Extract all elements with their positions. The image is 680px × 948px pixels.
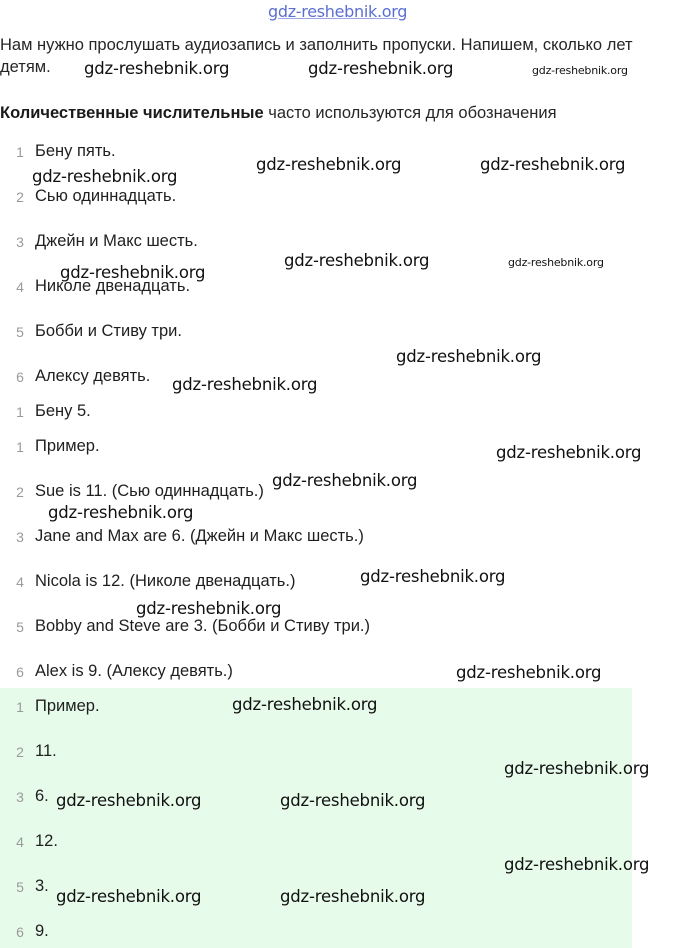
- item-number: 6: [16, 369, 24, 385]
- item-text: Бобби и Стиву три.: [35, 322, 182, 340]
- item-text: Бену пять.: [35, 142, 116, 160]
- watermark: gdz-reshebnik.org: [508, 256, 604, 269]
- term-sentence: [0, 104, 557, 123]
- item-number: 1: [16, 699, 24, 715]
- watermark: gdz-reshebnik.org: [360, 567, 506, 586]
- watermark: gdz-reshebnik.org: [48, 503, 194, 522]
- watermark: gdz-reshebnik.org: [256, 155, 402, 174]
- item-number: 3: [16, 234, 24, 250]
- answer-box: [0, 688, 632, 948]
- term-bold: Количественные числительные: [0, 104, 264, 122]
- watermark: gdz-reshebnik.org: [32, 167, 178, 186]
- watermark: gdz-reshebnik.org: [504, 855, 650, 874]
- item-text: Бену 5.: [35, 402, 91, 420]
- item-text: Alex is 9. (Алексу девять.): [35, 662, 233, 680]
- item-number: 1: [16, 439, 24, 455]
- intro-paragraph: Нам нужно прослушать аудиозапись и заполнить пропуски. Напишем, сколько лет детям.: [0, 36, 633, 76]
- item-number: 2: [16, 744, 24, 760]
- item-text: Пример.: [35, 437, 100, 455]
- item-number: 6: [16, 924, 24, 940]
- item-text: Сью одиннадцать.: [35, 187, 177, 205]
- item-number: 5: [16, 324, 24, 340]
- item-text: Sue is 11. (Сью одиннадцать.): [35, 482, 264, 500]
- item-number: 1: [16, 404, 24, 420]
- watermark: gdz-reshebnik.org: [232, 695, 378, 714]
- watermark: gdz-reshebnik.org: [532, 64, 628, 77]
- watermark: gdz-reshebnik.org: [56, 887, 202, 906]
- watermark: gdz-reshebnik.org: [84, 59, 230, 78]
- watermark: gdz-reshebnik.org: [480, 155, 626, 174]
- watermark: gdz-reshebnik.org: [60, 263, 206, 282]
- item-number: 2: [16, 484, 24, 500]
- item-number: 5: [16, 619, 24, 635]
- watermark: gdz-reshebnik.org: [280, 791, 426, 810]
- item-text: 3.: [35, 877, 49, 895]
- watermark: gdz-reshebnik.org: [56, 791, 202, 810]
- item-text: 11.: [35, 742, 57, 760]
- item-number: 1: [16, 144, 24, 160]
- watermark: gdz-reshebnik.org: [272, 471, 418, 490]
- watermark: gdz-reshebnik.org: [456, 663, 602, 682]
- item-text: Nicola is 12. (Николе двенадцать.): [35, 572, 296, 590]
- item-text: Джейн и Макс шесть.: [35, 232, 198, 250]
- item-number: 3: [16, 789, 24, 805]
- header-site-link[interactable]: gdz-reshebnik.org: [268, 2, 408, 21]
- watermark: gdz-reshebnik.org: [172, 375, 318, 394]
- item-text: 6.: [35, 787, 49, 805]
- item-text: 12.: [35, 832, 58, 850]
- item-number: 6: [16, 664, 24, 680]
- item-text: Алексу девять.: [35, 367, 151, 385]
- item-text: Bobby and Steve are 3. (Бобби и Стиву три.): [35, 617, 370, 635]
- item-text: 9.: [35, 922, 49, 940]
- item-number: 2: [16, 189, 24, 205]
- watermark: gdz-reshebnik.org: [504, 759, 650, 778]
- watermark: gdz-reshebnik.org: [496, 443, 642, 462]
- item-number: 4: [16, 834, 24, 850]
- item-number: 4: [16, 574, 24, 590]
- item-text: Пример.: [35, 697, 100, 715]
- term-rest: часто используются для обозначения: [263, 104, 557, 122]
- item-number: 3: [16, 529, 24, 545]
- item-text: Николе двенадцать.: [35, 277, 191, 295]
- item-number: 5: [16, 879, 24, 895]
- item-number: 4: [16, 279, 24, 295]
- item-text: Jane and Max are 6. (Джейн и Макс шесть.): [35, 527, 364, 545]
- watermark: gdz-reshebnik.org: [396, 347, 542, 366]
- watermark: gdz-reshebnik.org: [280, 887, 426, 906]
- watermark: gdz-reshebnik.org: [284, 251, 430, 270]
- watermark: gdz-reshebnik.org: [136, 599, 282, 618]
- watermark: gdz-reshebnik.org: [308, 59, 454, 78]
